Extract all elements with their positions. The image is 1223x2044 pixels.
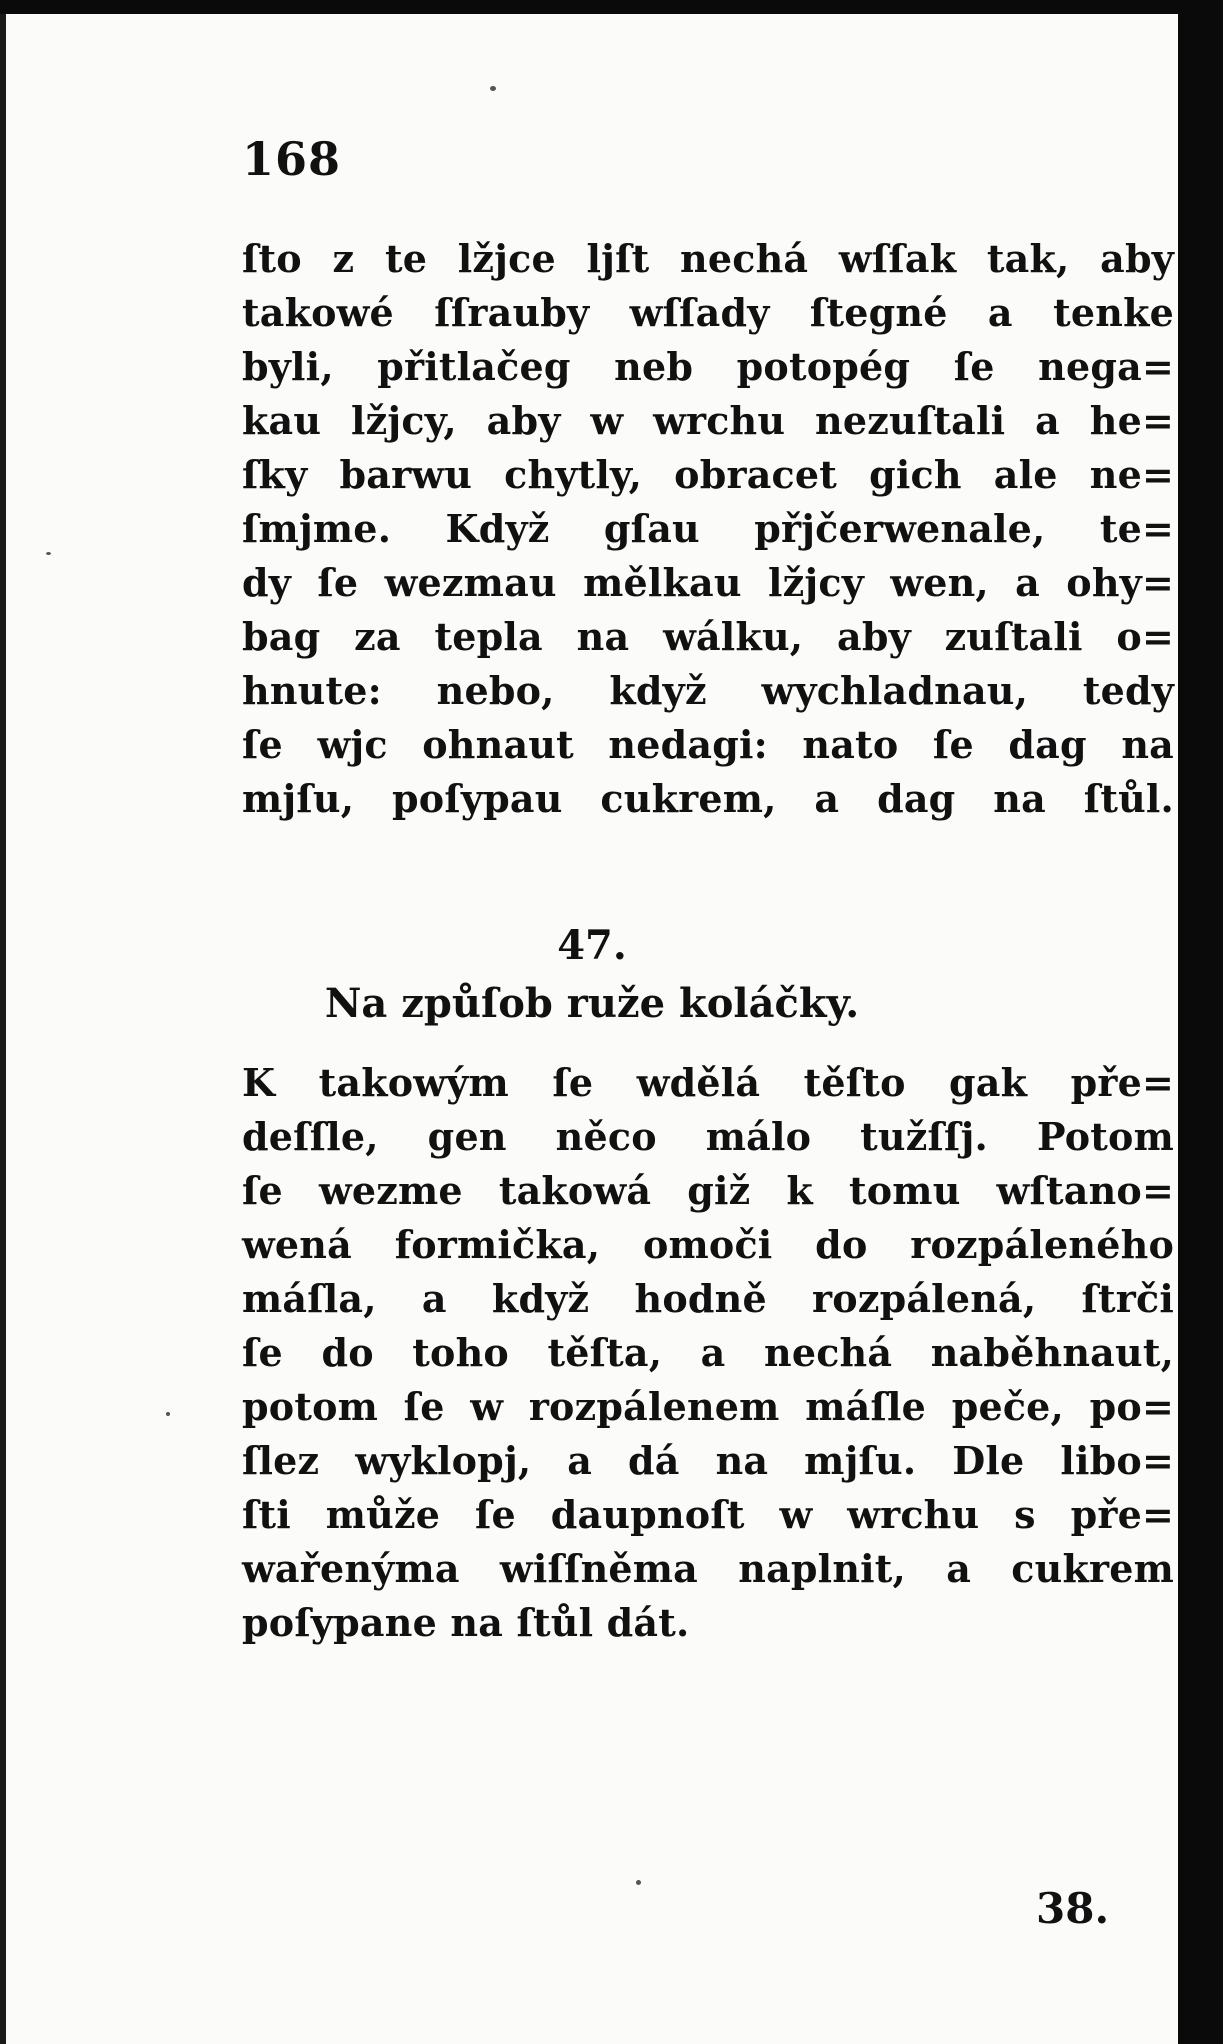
page-number: 168	[242, 132, 342, 186]
text-line: ſe wjc ohnaut nedagi: nato ſe dag na	[242, 722, 1174, 767]
signature-mark: 38.	[1036, 1884, 1110, 1933]
text-line: máſla, a když hodně rozpálená, ſtrči	[242, 1276, 1174, 1321]
text-line: ſe wezme takowá giž k tomu wſtano=	[242, 1168, 1174, 1213]
text-line: poſypane na ſtůl dát.	[242, 1600, 690, 1645]
text-line: potom ſe w rozpálenem máſle peče, po=	[242, 1384, 1174, 1429]
text-line: wařenýma wiſſněma naplnit, a cukrem	[242, 1546, 1174, 1591]
text-line: takowé ſſrauby wſſady ſtegné a tenke	[242, 290, 1174, 335]
text-line: byli, přitlačeg neb potopég ſe nega=	[242, 344, 1174, 389]
text-line: ſto z te lžjce ljſt nechá wſſak tak, aby	[242, 236, 1174, 281]
text-line: hnute: nebo, když wychladnau, tedy	[242, 668, 1174, 713]
text-line: ſmjme. Když gſau přjčerwenale, te=	[242, 506, 1174, 551]
text-line: mjſu, poſypau cukrem, a dag na ſtůl.	[242, 776, 1174, 821]
text-line: K takowým ſe wdělá těſto gak pře=	[242, 1060, 1174, 1105]
scan-border-top	[0, 0, 1223, 14]
text-line: ſti může ſe daupnoſt w wrchu s pře=	[242, 1492, 1174, 1537]
book-page	[6, 14, 1178, 2044]
dust-speck	[490, 86, 496, 91]
scan-border-right	[1178, 0, 1223, 2044]
continued-paragraph	[242, 232, 1174, 826]
text-line: bag za tepla na wálku, aby zuſtali o=	[242, 614, 1174, 659]
recipe-paragraph	[242, 1056, 1174, 1650]
text-line: ſky barwu chytly, obracet gich ale ne=	[242, 452, 1174, 497]
text-line: wená formička, omoči do rozpáleného	[242, 1222, 1174, 1267]
dust-speck	[166, 1412, 170, 1416]
text-line: ſlez wyklopj, a dá na mjſu. Dle libo=	[242, 1438, 1174, 1483]
text-line: kau lžjcy, aby w wrchu nezuſtali a he=	[242, 398, 1174, 443]
section-title: Na způſob ruže koláčky.	[324, 980, 860, 1027]
dust-speck	[46, 552, 51, 555]
section-number: 47.	[557, 922, 627, 969]
text-line: ſe do toho těſta, a nechá naběhnaut,	[242, 1330, 1174, 1375]
dust-speck	[636, 1880, 641, 1885]
text-line: dy ſe wezmau mělkau lžjcy wen, a ohy=	[242, 560, 1174, 605]
text-line: deſſle, gen něco málo tužſſj. Potom	[242, 1114, 1174, 1159]
